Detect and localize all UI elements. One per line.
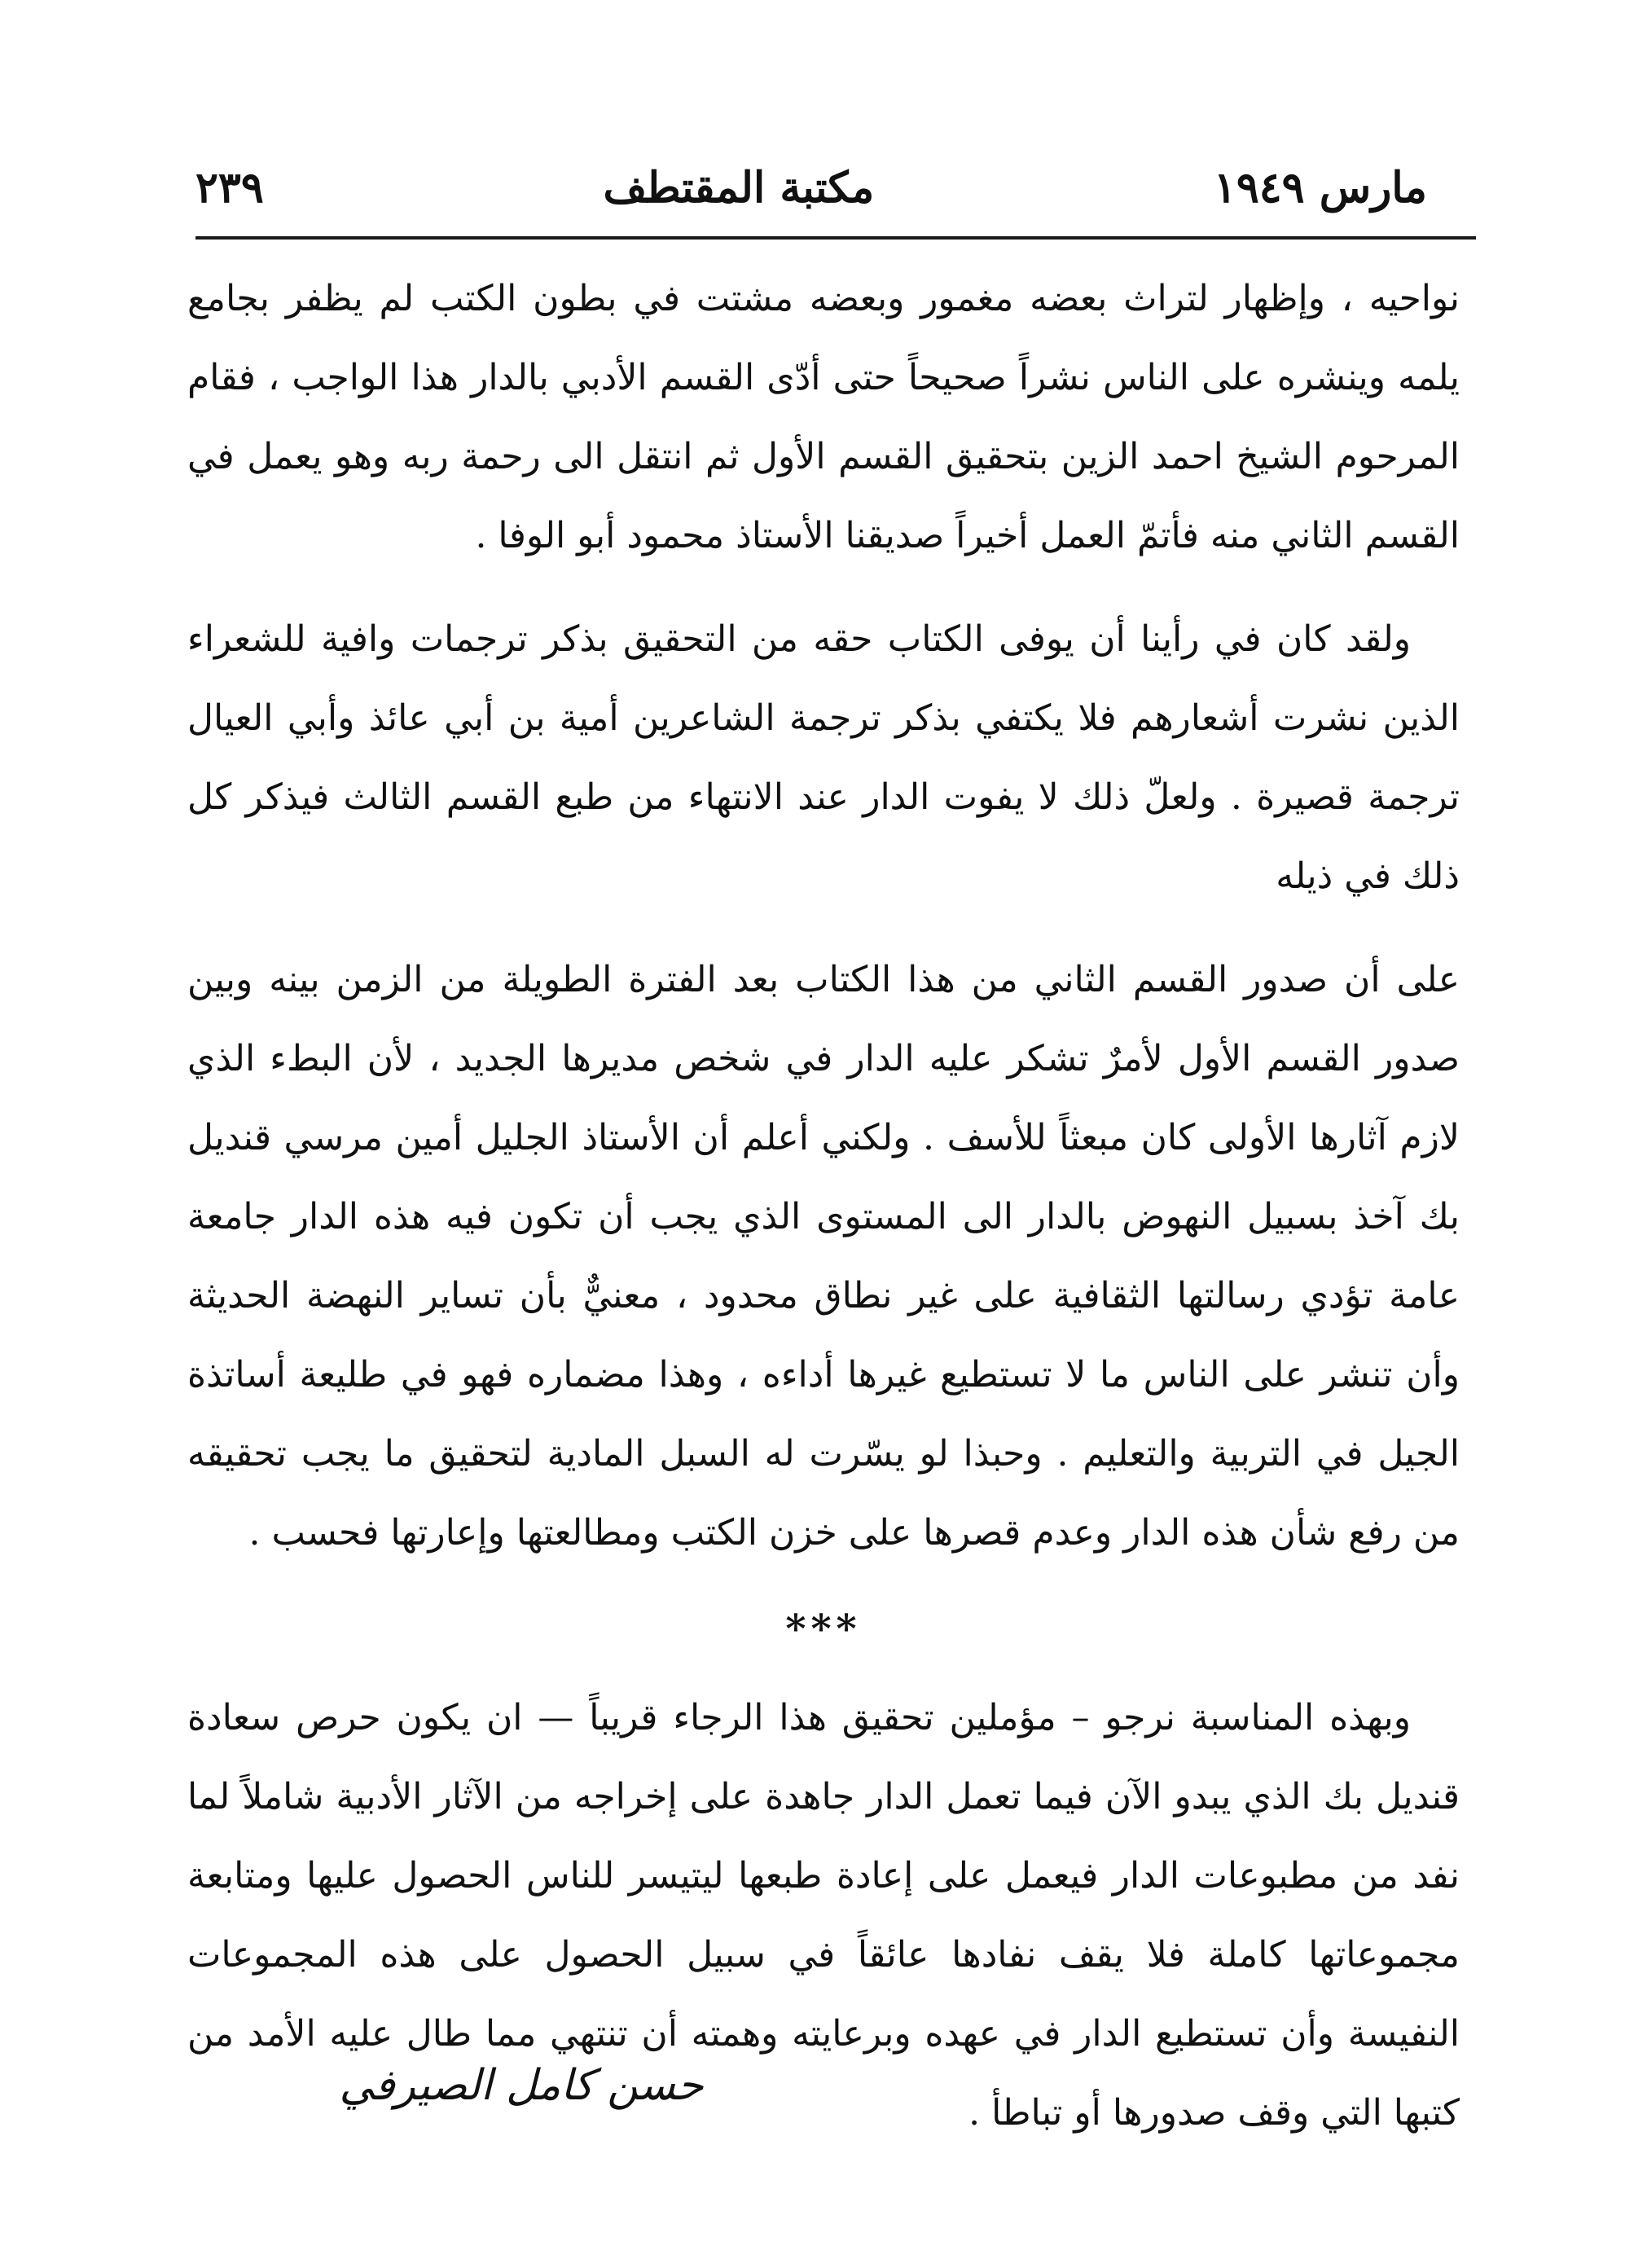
- paragraph-4: وبهذه المناسبة نرجو – مؤملين تحقيق هذا الرجاء قريباً — ان يكون حرص سعادة قنديل بك الذي يبدو الآن فيما تعمل الدار جاهدة على إخراجه من الآثار الأدبية شاملاً لما نفد من مطبوعات الدار فيعمل على إعادة طبعها ليتيسر للناس الحصول عليها ومتابعة مجموعاتها كاملة فلا يقف نفادها عائقاً في سبيل الحصول على هذه المجموعات النفيسة وأن تستطيع الدار في عهده وبرعايته وهمته أن تنتهي مما طال عليه الأمد من كتبها التي وقف صدورها أو تباطأ .: [187, 1697, 1460, 2134]
- section-title: مكتبة المقتطف: [603, 162, 875, 213]
- page-header: [195, 151, 1427, 224]
- paragraph-1: نواحيه ، وإظهار لتراث بعضه مغمور وبعضه مشتت في بطون الكتب لم يظفر بجامع يلمه وينشره على الناس نشراً صحيحاً حتى أدّى القسم الأدبي بالدار هذا الواجب ، فقام المرحوم الشيخ احمد الزين بتحقيق القسم الأول ثم انتقل الى رحمة ربه وهو يعمل في القسم الثاني منه فأتمّ العمل أخيراً صديقنا الأستاذ محمود أبو الوفا .: [187, 278, 1460, 556]
- page-number: ٢٣٩: [195, 162, 264, 213]
- article-body: [187, 259, 1460, 2152]
- header-rule: [195, 236, 1476, 240]
- paragraph-2: ولقد كان في رأينا أن يوفى الكتاب حقه من التحقيق بذكر ترجمات وافية للشعراء الذين نشرت أشعارهم فلا يكتفي بذكر ترجمة الشاعرين أمية بن أبي عائذ وأبي العيال ترجمة قصيرة . ولعلّ ذلك لا يفوت الدار عند الانتهاء من طبع القسم الثالث فيذكر كل ذلك في ذيله: [187, 618, 1460, 897]
- paragraph-3: على أن صدور القسم الثاني من هذا الكتاب بعد الفترة الطويلة من الزمن بينه وبين صدور القسم الأول لأمرٌ تشكر عليه الدار في شخص مديرها الجديد ، لأن البطء الذي لازم آثارها الأولى كان مبعثاً للأسف . ولكني أعلم أن الأستاذ الجليل أمين مرسي قنديل بك آخذ بسبيل النهوض بالدار الى المستوى الذي يجب أن تكون فيه هذه الدار جامعة عامة تؤدي رسالتها الثقافية على غير نطاق محدود ، معنيٌّ بأن تساير النهضة الحديثة وأن تنشر على الناس ما لا تستطيع غيرها أداءه ، وهذا مضماره فهو في طليعة أساتذة الجيل في التربية والتعليم . وحبذا لو يسّرت له السبل المادية لتحقيق ما يجب تحقيقه من رفع شأن هذه الدار وعدم قصرها على خزن الكتب ومطالعتها وإعارتها فحسب .: [187, 959, 1460, 1554]
- author-signature: حسن كامل الصيرفي: [339, 2061, 704, 2110]
- section-separator: ***: [785, 1606, 862, 1652]
- issue-date: مارس ١٩٤٩: [1213, 162, 1427, 213]
